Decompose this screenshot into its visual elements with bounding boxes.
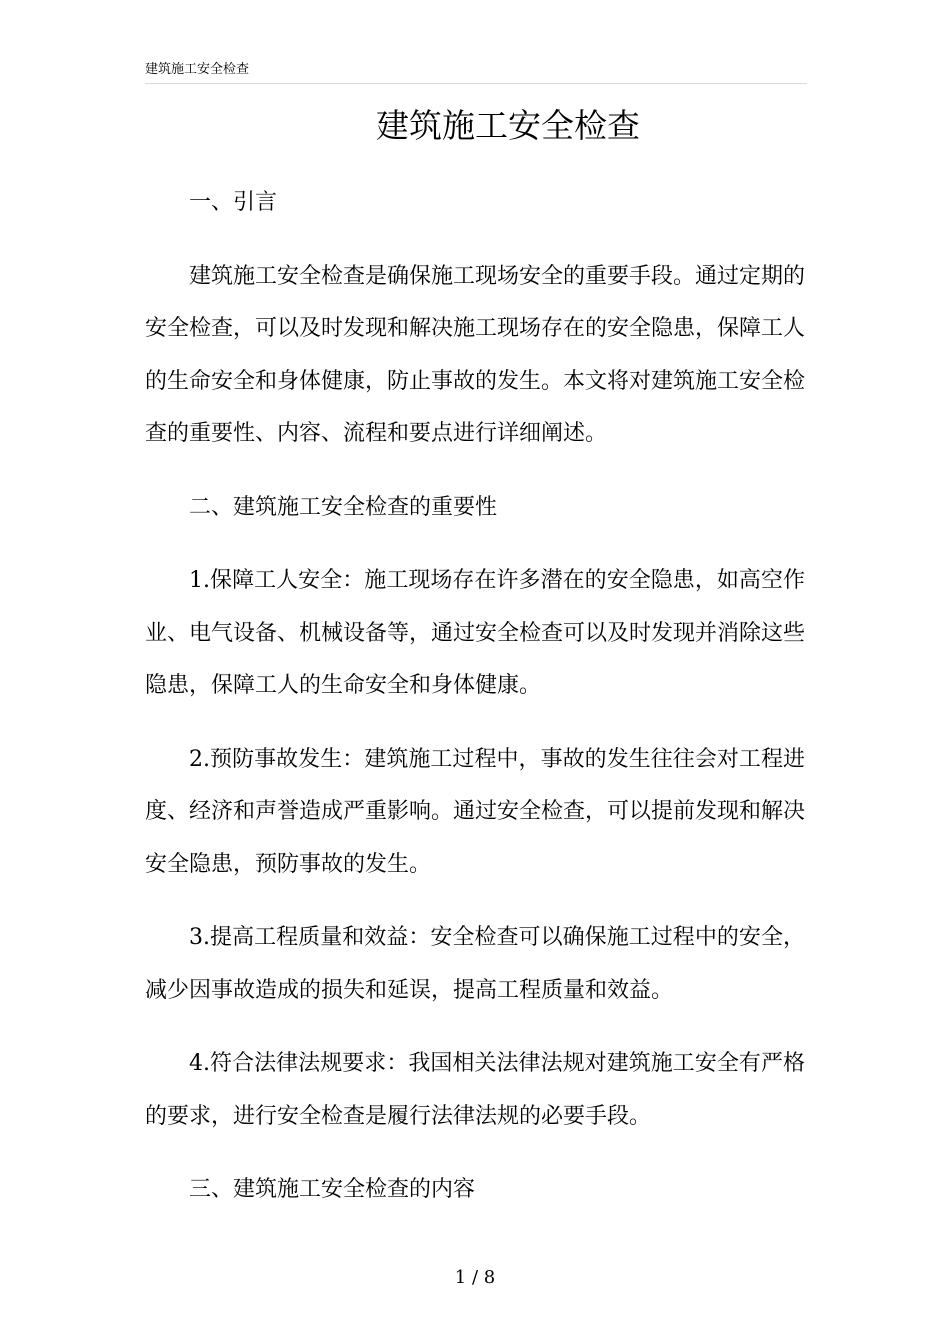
header-divider [145, 83, 807, 84]
list-item-worker-safety: 1.保障工人安全：施工现场存在许多潜在的安全隐患，如高空作业、电气设备、机械设备等，通过安全检查可以及时发现并消除这些隐患，保障工人的生命安全和身体健康。 [145, 568, 806, 698]
running-header: 建筑施工安全检查 [145, 62, 250, 77]
section-heading-importance: 二、建筑施工安全检查的重要性 [189, 494, 498, 520]
list-item-legal-compliance: 4.符合法律法规要求：我国相关法律法规对建筑施工安全有严格的要求，进行安全检查是履行法律法规的必要手段。 [145, 1051, 805, 1129]
list-item-quality-benefit: 3.提高工程质量和效益：安全检查可以确保施工过程中的安全，减少因事故造成的损失和延误，提高工程质量和效益。 [145, 925, 805, 1003]
section-heading-content: 三、建筑施工安全检查的内容 [189, 1177, 476, 1202]
document-body [145, 177, 805, 1238]
list-item-accident-prevention: 2.预防事故发生：建筑施工过程中，事故的发生往往会对工程进度、经济和声誉造成严重影响。通过安全检查，可以提前发现和解决安全隐患，预防事故的发生。 [145, 746, 806, 877]
section-heading-introduction: 一、引言 [189, 190, 278, 215]
page-number: 1 / 8 [454, 1267, 496, 1288]
document-title: 建筑施工安全检查 [376, 106, 640, 145]
paragraph-introduction: 建筑施工安全检查是确保施工现场安全的重要手段。通过定期的安全检查，可以及时发现和解决施工现场存在的安全隐患，保障工人的生命安全和身体健康，防止事故的发生。本文将对建筑施工安全检查的重要性、内容、流程和要点进行详细阐述。 [145, 263, 806, 446]
